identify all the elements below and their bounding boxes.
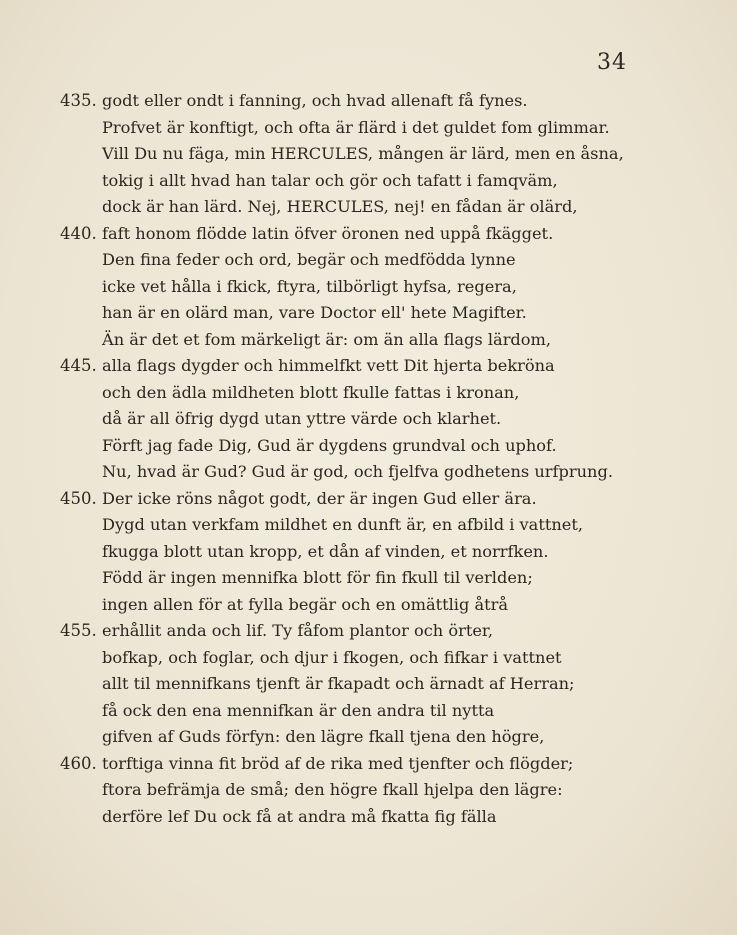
verse-line xyxy=(60,486,680,513)
line-number xyxy=(60,115,102,142)
verse-line xyxy=(60,327,680,354)
verse-text: godt eller ondt i fanning, och hvad allenaft få fynes. xyxy=(102,91,528,110)
verse-line xyxy=(60,724,680,751)
verse-text: Född är ingen mennifka blott för fin fkull til verlden; xyxy=(102,568,533,587)
line-number xyxy=(60,300,102,327)
line-number xyxy=(60,592,102,619)
line-number xyxy=(60,274,102,301)
verse-text: derföre lef Du ock få at andra må fkatta fig fälla xyxy=(102,806,497,826)
line-number: 435. xyxy=(60,91,97,110)
verse-text: torftiga vinna fit bröd af de rika med tjenfter och flögder; xyxy=(102,753,574,773)
verse-text: Dygd utan verkfam mildhet en dunft är, en afbild i vattnet, xyxy=(102,515,583,534)
verse-line xyxy=(60,141,680,168)
line-number xyxy=(60,777,102,804)
line-number xyxy=(60,724,102,751)
verse-text: faft honom flödde latin öfver öronen ned uppå fkägget. xyxy=(102,223,554,243)
verse-text: han är en olärd man, vare Doctor ell' hete Magifter. xyxy=(102,303,527,322)
verse-line xyxy=(60,459,680,486)
line-number xyxy=(60,433,102,460)
verse-text: få ock den ena mennifkan är den andra til nytta xyxy=(102,700,495,720)
line-number: 460. xyxy=(60,753,97,773)
verse-text: Förft jag fade Dig, Gud är dygdens grundval och uphof. xyxy=(102,435,557,455)
line-number xyxy=(60,459,102,486)
line-number xyxy=(60,168,102,195)
line-number xyxy=(60,247,102,274)
page-number: 34 xyxy=(597,50,627,75)
verse-text: Nu, hvad är Gud? Gud är god, och fjelfva godhetens urfprung. xyxy=(102,462,613,481)
verse-text: då är all öfrig dygd utan yttre värde och klarhet. xyxy=(102,409,502,428)
verse-line xyxy=(60,406,680,433)
verse-line xyxy=(60,247,680,274)
verse-line xyxy=(60,777,680,804)
verse-line xyxy=(60,353,680,380)
verse-line xyxy=(60,751,680,778)
verse-line xyxy=(60,512,680,539)
verse-text: ingen allen för at fylla begär och en omättlig åtrå xyxy=(102,594,509,614)
verse-line xyxy=(60,592,680,619)
verse-text: bofkap, och foglar, och djur i fkogen, och fifkar i vattnet xyxy=(102,647,562,667)
verse-line xyxy=(60,618,680,645)
verse-text: Än är det et fom märkeligt är: om än alla flags lärdom, xyxy=(102,329,552,349)
line-number xyxy=(60,327,102,354)
verse-text: Der icke röns något godt, der är ingen Gud eller ära. xyxy=(102,488,537,508)
verse-text: gifven af Guds förfyn: den lägre fkall tjena den högre, xyxy=(102,727,545,746)
verse-text: alla flags dygder och himmelfkt vett Dit hjerta bekröna xyxy=(102,356,555,375)
verse-text: allt til mennifkans tjenft är fkapadt och ärnadt af Herran; xyxy=(102,674,575,693)
verse-line xyxy=(60,698,680,725)
line-number: 445. xyxy=(60,356,97,375)
line-number xyxy=(60,406,102,433)
line-number xyxy=(60,671,102,698)
verse-line xyxy=(60,221,680,248)
line-number xyxy=(60,698,102,725)
verse-text: icke vet hålla i fkick, ftyra, tilbörligt hyfsa, regera, xyxy=(102,276,517,296)
line-number: 440. xyxy=(60,223,97,243)
verse-text: ftora befrämja de små; den högre fkall hjelpa den lägre: xyxy=(102,780,563,799)
line-number: 455. xyxy=(60,621,97,640)
verse-line xyxy=(60,671,680,698)
verse-line xyxy=(60,300,680,327)
verse-text: tokig i allt hvad han talar och gör och tafatt i famqväm, xyxy=(102,170,558,190)
verse-line xyxy=(60,565,680,592)
line-number xyxy=(60,565,102,592)
verse-text: fkugga blott utan kropp, et dån af vinden, et norrfken. xyxy=(102,541,549,561)
verse-text: dock är han lärd. Nej, HERCULES, nej! en fådan är olärd, xyxy=(102,197,578,216)
poem-text xyxy=(60,88,680,830)
verse-line xyxy=(60,539,680,566)
verse-text: Den fina feder och ord, begär och medfödda lynne xyxy=(102,250,516,269)
verse-text: erhållit anda och lif. Ty fåfom plantor och örter, xyxy=(102,621,494,640)
verse-line xyxy=(60,115,680,142)
line-number xyxy=(60,380,102,407)
verse-line xyxy=(60,194,680,221)
verse-line xyxy=(60,274,680,301)
verse-line xyxy=(60,380,680,407)
verse-line xyxy=(60,433,680,460)
verse-line xyxy=(60,645,680,672)
line-number xyxy=(60,804,102,831)
verse-line xyxy=(60,88,680,115)
line-number xyxy=(60,539,102,566)
line-number xyxy=(60,512,102,539)
line-number xyxy=(60,645,102,672)
verse-text: Profvet är konftigt, och ofta är flärd i det guldet fom glimmar. xyxy=(102,117,610,137)
line-number xyxy=(60,141,102,168)
verse-line xyxy=(60,804,680,831)
verse-text: Vill Du nu fäga, min HERCULES, mången är lärd, men en åsna, xyxy=(102,144,624,163)
verse-line xyxy=(60,168,680,195)
line-number xyxy=(60,194,102,221)
line-number: 450. xyxy=(60,488,97,508)
verse-text: och den ädla mildheten blott fkulle fattas i kronan, xyxy=(102,382,520,402)
